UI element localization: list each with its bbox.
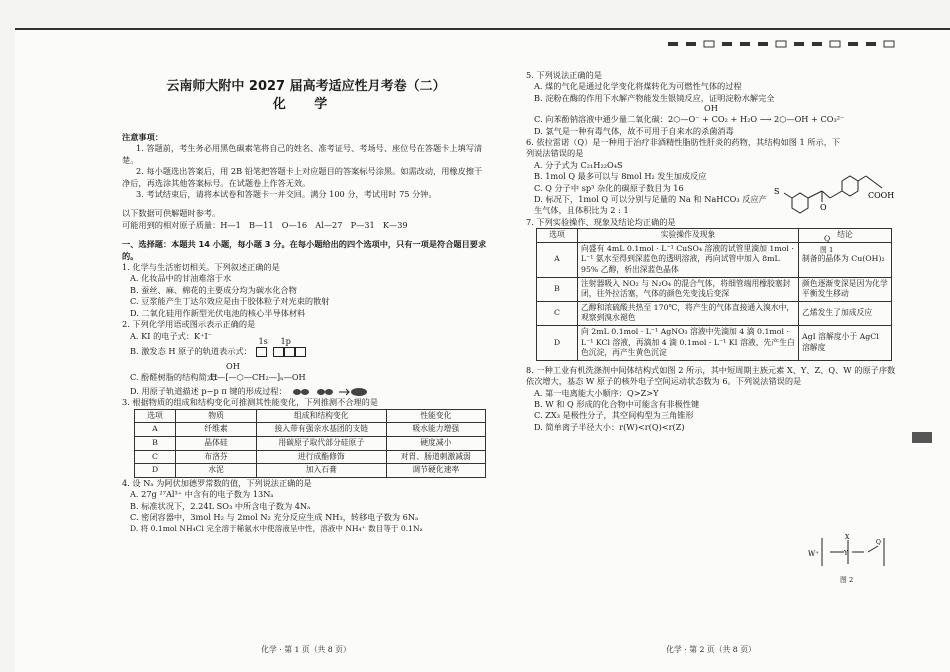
q8-option-d: D. 简单离子半径大小：r(W)<r(Q)<r(Z)	[534, 421, 685, 432]
table-header-row	[135, 409, 486, 423]
pi-bond-orbitals-icon	[289, 387, 379, 397]
q7-stem: 7. 下列实验操作、现象及结论均正确的是	[526, 216, 676, 227]
phenol-oh-label: OH	[226, 360, 240, 371]
footer-page-2: 化学 · 第 2 页（共 8 页）	[666, 645, 756, 654]
q1-option-a: A. 化妆品中的甘油难溶于水	[130, 273, 232, 284]
q3-stem: 3. 根据物质的组成和结构变化可推测其性能变化，下列推测不合理的是	[122, 397, 379, 408]
table-cell: 水泥	[176, 464, 257, 478]
table-cell: 接入带有强亲水基团的支链	[257, 423, 387, 437]
molecule-q-structure	[770, 158, 900, 238]
q8-option-b: B. W 和 Q 形成的化合物中可能含有非极性键	[534, 399, 700, 410]
fig1-caption: 图 1	[820, 246, 834, 254]
phenolic-resin-formula: H—[—⬡—CH₂—]ₙ—OH	[210, 371, 306, 382]
q5-option-b: B. 淀粉在酶的作用下水解产物能发生银镜反应，证明淀粉水解完全	[534, 92, 775, 103]
orbital-label-1s: 1s	[258, 335, 268, 346]
q2-option-d: D. 用原子轨道描述 p−p π 键的形成过程：	[130, 385, 287, 396]
footer-page-1: 化学 · 第 1 页（共 8 页）	[261, 645, 351, 654]
table-cell: 乙醇和浓硫酸共热至 170℃，将产生的气体直接通入溴水中，观察到溴水褪色	[578, 301, 799, 325]
q5-option-c: C. 向苯酚钠溶液中通少量二氧化碳：2⬡—O⁻ + CO₂ + H₂O ⟶ 2⬡—OH + CO₃²⁻	[534, 114, 845, 125]
side-tab-mark	[912, 432, 932, 443]
table-row	[537, 326, 892, 361]
q2-option-c: C. 酚醛树脂的结构简式：	[130, 371, 224, 382]
table-cell: A	[135, 423, 176, 437]
table-header: 组成和结构变化	[257, 409, 387, 423]
q2-stem: 2. 下列化学用语或图示表示正确的是	[122, 319, 256, 330]
table-cell: 调节硬化速率	[386, 464, 485, 478]
table-cell: A	[537, 242, 578, 277]
notice-1: 1. 答题前，考生务必用黑色碳素笔将自己的姓名、准考证号、考场号、座位号在答题卡上填写清楚。	[122, 143, 483, 165]
section-1-heading: 一、选择题：本题共 14 小题，每小题 3 分。在每小题给出的四个选项中，只有一项是符合题目要求的。	[122, 239, 487, 261]
table-row	[135, 436, 486, 450]
q4-option-a: A. 27g ²⁷Al³⁺ 中含有的电子数为 13Nₐ	[130, 489, 274, 500]
fig2-q-label: Q	[876, 539, 881, 546]
table-cell: C	[537, 301, 578, 325]
q8-option-c: C. ZX₃ 是极性分子，其空间构型为三角锥形	[534, 410, 694, 421]
table-cell: B	[537, 277, 578, 301]
data-line-1: 以下数据可供解题时参考。	[122, 208, 221, 219]
q5-stem: 5. 下列说法正确的是	[526, 70, 602, 80]
orbital-box	[273, 347, 284, 357]
table-cell: B	[135, 436, 176, 450]
table-cell: C	[135, 450, 176, 464]
q2-option-c-row	[122, 360, 490, 386]
left-column	[122, 60, 490, 654]
notice-2: 2. 每小题选出答案后，用 2B 铅笔把答题卡上对应题目的答案标号涂黑。如需改动，用橡皮擦干净后，再选涂其他答案标号。在试题卷上作答无效。	[122, 166, 483, 188]
table-header: 物质	[176, 409, 257, 423]
q3-table	[134, 409, 486, 478]
table-cell: 布洛芬	[176, 450, 257, 464]
q2-option-a: A. KI 的电子式：K⁺I⁻	[130, 330, 213, 341]
q4-option-b: B. 标准状况下，2.24L SO₃ 中所含电子数为 4Nₐ	[130, 500, 311, 511]
q1-option-b: B. 蚕丝、麻、棉花的主要成分均为碳水化合物	[130, 284, 297, 295]
fig1-cooh-label: COOH	[868, 191, 895, 200]
table-cell: 乙烯发生了加成反应	[799, 301, 892, 325]
table-cell: 向 2mL 0.1mol · L⁻¹ AgNO₃ 溶液中先滴加 4 滴 0.1mol · L⁻¹ KCl 溶液，再滴加 4 滴 0.1mol · L⁻¹ KI 溶液，先产生白色沉淀，再产生黄色沉淀	[578, 326, 799, 361]
table-cell: 硬度减小	[386, 436, 485, 450]
q4-option-c: C. 密闭容器中，3mol H₂ 与 2mol N₂ 充分反应生成 NH₃，转移电子数为 6Nₐ	[130, 511, 419, 522]
q1-stem: 1. 化学与生活密切相关。下列叙述正确的是	[122, 262, 280, 273]
table-cell: AgI 溶解度小于 AgCl 溶解度	[799, 326, 892, 361]
q2-option-b: B. 激发态 H 原子的轨道表示式：	[130, 345, 252, 356]
q6-option-b: B. 1mol Q 最多可以与 8mol H₂ 发生加成反应	[534, 171, 707, 182]
fig2-x-label: X	[845, 534, 850, 541]
table-row	[135, 450, 486, 464]
phenol-oh-label: OH	[704, 103, 718, 114]
fig2-caption: 图 2	[840, 576, 854, 584]
orbital-box	[295, 347, 306, 357]
q6-stem: 6. 依拉雷诺（Q）是一种用于治疗非酒精性脂肪性肝炎的药物，其结构如图 1 所示，下列说法错误的是	[526, 137, 841, 159]
table-cell: 向盛有 4mL 0.1mol · L⁻¹ CuSO₄ 溶液的试管里滴加 1mol · L⁻¹ 氨水至得到深蓝色的透明溶液，再向试管中加入 8mL 95% 乙醇，析出深蓝色晶体	[578, 242, 799, 277]
fig1-o-label: O	[820, 203, 827, 212]
orbital-diagram	[254, 335, 314, 358]
table-cell: D	[537, 326, 578, 361]
table-cell: 纤维素	[176, 423, 257, 437]
q5-option-d: D. 氯气是一种有毒气体，故不可用于自来水的杀菌消毒	[534, 125, 734, 136]
q1-option-c: C. 豆浆能产生丁达尔效应是由于胶体粒子对光束的散射	[130, 296, 330, 307]
table-cell: 进行成酯修饰	[257, 450, 387, 464]
q2-option-d-row	[122, 386, 490, 397]
q6-option-d: D. 标况下，1mol Q 可以分别与足量的 Na 和 NaHCO₃ 反应产生气体，且体积比为 2 : 1	[534, 194, 767, 216]
table-header: 结论	[799, 229, 892, 243]
table-row	[537, 301, 892, 325]
orbital-label-1p: 1p	[280, 335, 291, 346]
q1-option-d: D. 二氧化硅用作新型光伏电池的核心半导体材料	[130, 307, 306, 318]
notice-heading: 注意事项：	[122, 132, 163, 142]
q6-option-c: C. Q 分子中 sp³ 杂化的碳原子数目为 16	[534, 182, 684, 193]
figure-1	[770, 158, 900, 254]
table-row	[135, 423, 486, 437]
fig1-s-label: S	[774, 187, 780, 196]
q4-option-d: D. 将 0.1mol NH₄Cl 完全溶于稀氨水中使溶液呈中性，溶液中 NH₄⁺ 数目等于 0.1Nₐ	[130, 524, 423, 534]
table-cell: 对胃、肠道刺激减弱	[386, 450, 485, 464]
data-line-2: 可能用到的相对原子质量：H—1 B—11 O—16 Al—27 P—31 K—39	[122, 219, 408, 230]
orbital-box	[256, 347, 267, 357]
table-cell: 制备的晶体为 Cu(OH)₂	[799, 242, 892, 277]
table-header: 选项	[537, 229, 578, 243]
table-header: 选项	[135, 409, 176, 423]
page-top-rule	[15, 28, 950, 30]
table-row	[135, 464, 486, 478]
q5-option-a: A. 煤的气化是通过化学变化将煤转化为可燃性气体的过程	[534, 81, 742, 92]
table-cell: 颜色逐渐变深是因为化学平衡发生移动	[799, 277, 892, 301]
orbital-box	[284, 347, 295, 357]
figure-2	[808, 532, 890, 584]
q8-stem: 8. 一种工业有机洗涤剂中间体结构式如图 2 所示，其中短周期主族元素 X、Y、Z、Q、W 的原子序数依次增大，基态 W 原子的核外电子空间运动状态数为 6。下列说法错误的是	[526, 364, 896, 387]
exam-title: 云南师大附中 2027 届高考适应性月考卷（二）	[166, 79, 446, 94]
compound-structure-diagram	[808, 532, 890, 572]
fig2-w-label: W⁺	[808, 550, 819, 558]
q8-option-a: A. 第一电离能大小顺序：Q>Z>Y	[534, 387, 659, 398]
q5-option-c-row	[526, 103, 896, 125]
table-cell: 注射器吸入 NO₂ 与 N₂O₄ 的混合气体，将细管端用橡胶塞封闭，往外拉活塞，气体的颜色先变浅后变深	[578, 277, 799, 301]
fig1-q-label: Q	[824, 234, 831, 243]
q6-option-a: A. 分子式为 C₂₁H₂₂O₄S	[534, 159, 623, 170]
table-header: 实验操作及现象	[578, 229, 799, 243]
table-cell: 吸水能力增强	[386, 423, 485, 437]
fig2-y-label: Y	[844, 550, 848, 557]
table-cell: 用碳原子取代部分硅原子	[257, 436, 387, 450]
exam-subject: 化 学	[272, 97, 340, 112]
q4-stem: 4. 设 Nₐ 为阿伏加德罗常数的值，下列说法正确的是	[122, 477, 312, 488]
table-cell: D	[135, 464, 176, 478]
table-cell: 加入石膏	[257, 464, 387, 478]
table-header: 性能变化	[386, 409, 485, 423]
table-cell: 晶体硅	[176, 436, 257, 450]
notice-3: 3. 考试结束后，请将本试卷和答题卡一并交回。满分 100 分，考试用时 75 分钟。	[136, 189, 437, 200]
table-row	[537, 277, 892, 301]
